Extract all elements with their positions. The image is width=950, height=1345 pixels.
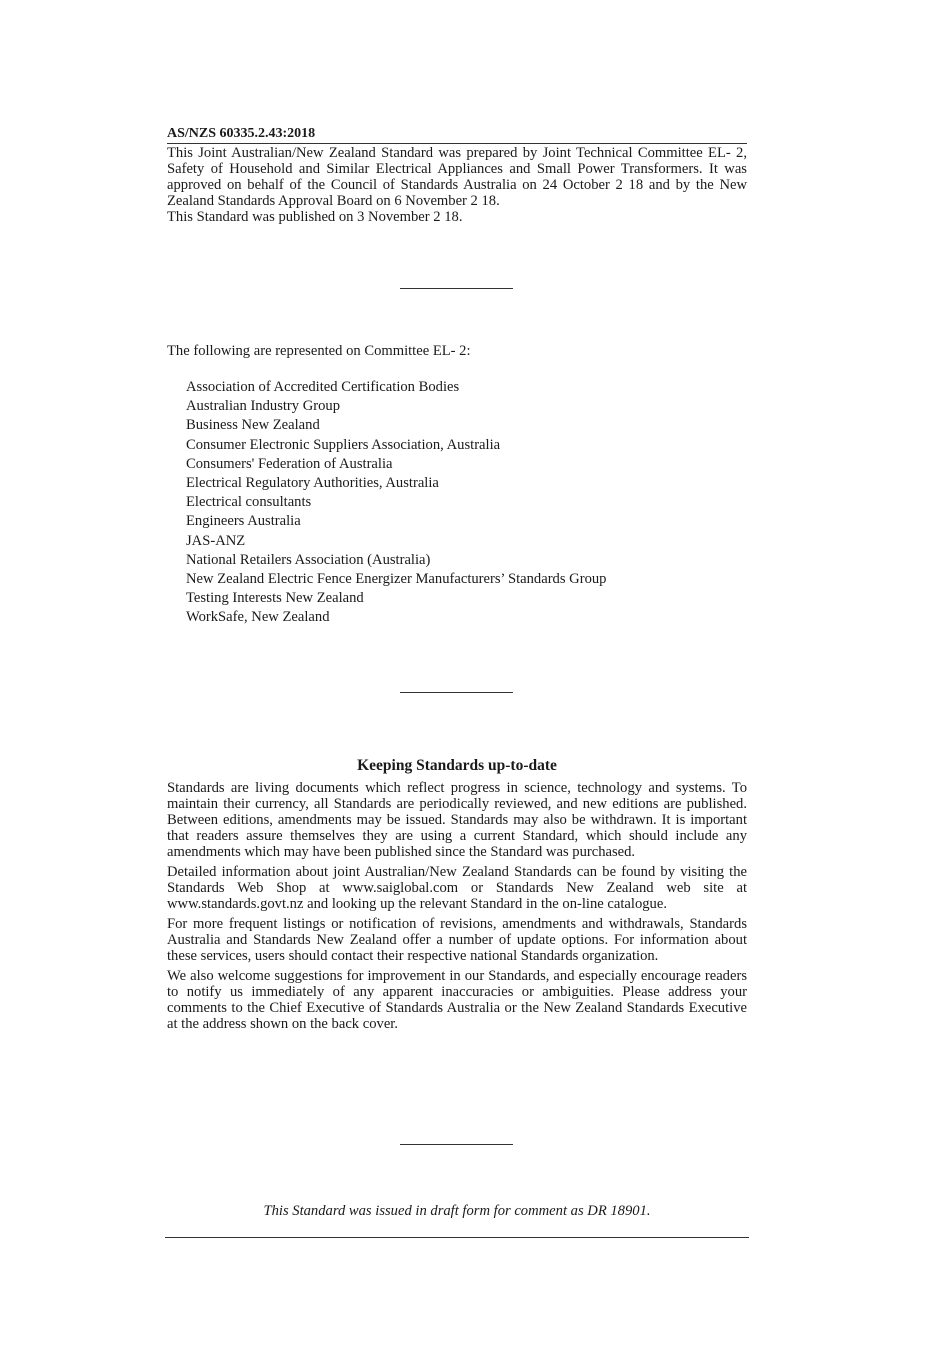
draft-note: This Standard was issued in draft form for comment as DR 18901. bbox=[263, 1203, 651, 1219]
committee-member: National Retailers Association (Australia) bbox=[186, 551, 431, 568]
committee-member: Testing Interests New Zealand bbox=[186, 590, 364, 607]
keeping-up-to-date-heading: Keeping Standards up-to-date bbox=[357, 757, 557, 774]
committee-intro: The following are represented on Committee EL- 2: bbox=[167, 343, 471, 359]
standard-number: AS/NZS 60335.2.43:2018 bbox=[167, 126, 747, 144]
committee-member: Consumers' Federation of Australia bbox=[186, 455, 393, 472]
bottom-rule bbox=[165, 1237, 749, 1238]
committee-member: New Zealand Electric Fence Energizer Manufacturers’ Standards Group bbox=[186, 571, 607, 588]
committee-member: Engineers Australia bbox=[186, 513, 301, 530]
keeping-paragraph: Standards are living documents which reflect progress in science, technology and systems. To maintain their currency, all Standards are periodically reviewed, and new editions are published. Between editions, amendments may be issued. Standards may also be withdrawn. It is important that readers assure themselves they are using a current Standard, which should include any amendments which may have been published since the Standard was purchased. bbox=[167, 780, 747, 860]
keeping-paragraph: We also welcome suggestions for improvement in our Standards, and especially encourage readers to notify us immediately of any apparent inaccuracies or ambiguities. Please address your comments to the Chief Executive of Standards Australia or the New Zealand Standards Executive at the address shown on the back cover. bbox=[167, 968, 747, 1032]
intro-paragraph: This Joint Australian/New Zealand Standard was prepared by Joint Technical Committee EL- 2, Safety of Household and Similar Electrical Appliances and Small Power Transformers. It was approved on behalf of the Council of Standards Australia on 24 October 2 18 and by the New Zealand Standards Approval Board on 6 November 2 18. bbox=[167, 145, 747, 209]
section-divider bbox=[400, 1144, 513, 1145]
keeping-paragraph: Detailed information about joint Australian/New Zealand Standards can be found by visiting the Standards Web Shop at www.saiglobal.com or Standards New Zealand web site at www.standards.govt.nz and looking up the relevant Standard in the on-line catalogue. bbox=[167, 864, 747, 912]
committee-member: Association of Accredited Certification Bodies bbox=[186, 379, 460, 395]
publication-date: This Standard was published on 3 November 2 18. bbox=[167, 209, 463, 225]
intro-block bbox=[167, 145, 747, 225]
section-divider bbox=[400, 692, 513, 693]
committee-member-list bbox=[186, 378, 606, 628]
section-divider bbox=[400, 288, 513, 289]
committee-member: Electrical consultants bbox=[186, 494, 312, 511]
committee-member: Consumer Electronic Suppliers Association, Australia bbox=[186, 436, 501, 453]
committee-member: Business New Zealand bbox=[186, 417, 320, 434]
committee-member: WorkSafe, New Zealand bbox=[186, 609, 330, 626]
committee-member: Australian Industry Group bbox=[186, 398, 341, 415]
committee-member: Electrical Regulatory Authorities, Australia bbox=[186, 475, 439, 492]
committee-member: JAS-ANZ bbox=[186, 532, 246, 549]
keeping-paragraph: For more frequent listings or notification of revisions, amendments and withdrawals, Standards Australia and Standards New Zealand offer a number of update options. For information about these services, users should contact their respective national Standards organization. bbox=[167, 916, 747, 964]
keeping-up-to-date-body bbox=[167, 780, 747, 1036]
